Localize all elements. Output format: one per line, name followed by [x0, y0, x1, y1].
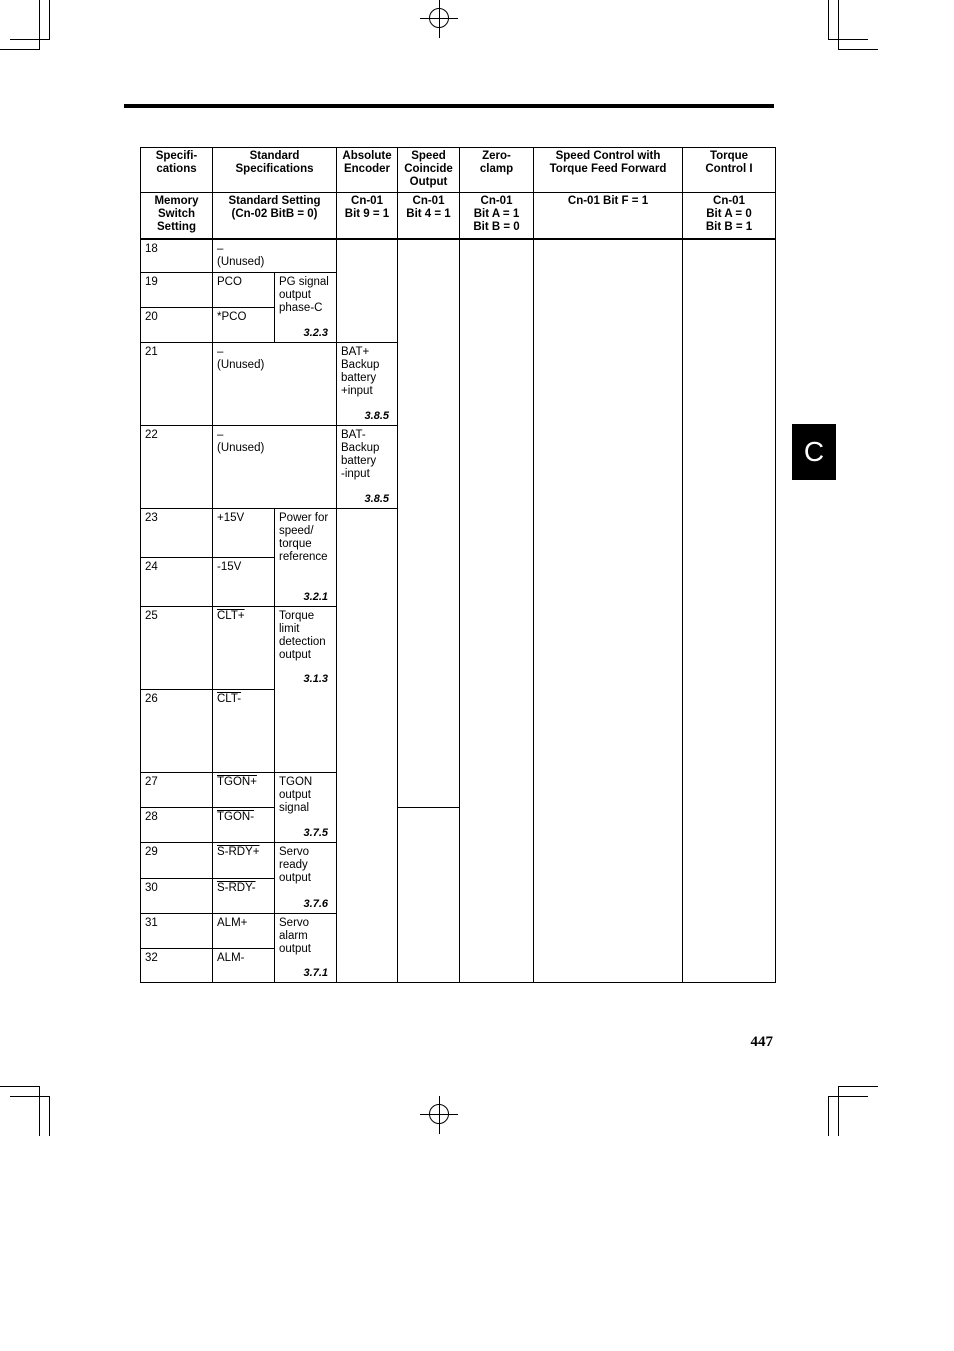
- signal-cell: -15V: [213, 557, 275, 606]
- crop-mark: [49, 0, 50, 40]
- header-rule: [124, 104, 774, 108]
- signal-cell: [213, 807, 275, 842]
- signal-cell: [213, 842, 275, 878]
- pin-number: 23: [141, 508, 213, 557]
- pin-number: 28: [141, 807, 213, 842]
- signal-cell: – (Unused): [213, 239, 337, 273]
- header-cell: Torque Control I: [683, 148, 776, 193]
- section-reference: 3.2.3: [303, 326, 328, 339]
- header-cell: Standard Specifications: [213, 148, 337, 193]
- header-cell: Specifi- cations: [141, 148, 213, 193]
- registration-line: [439, 1096, 440, 1134]
- setting-cell: Cn-01 Bit A = 0 Bit B = 1: [683, 193, 776, 239]
- pin-number: 19: [141, 272, 213, 307]
- setting-header-row: [141, 193, 776, 239]
- crop-mark: [0, 49, 40, 50]
- pin-number: 31: [141, 913, 213, 948]
- description-text: BAT- Backup battery -input: [341, 428, 380, 480]
- section-reference: 3.2.1: [303, 590, 328, 603]
- absolute-encoder-cell: [337, 425, 398, 508]
- description-text: Power for speed/ torque reference: [279, 511, 329, 563]
- description-text: BAT+ Backup battery +input: [341, 345, 380, 397]
- signal-name: CLT+: [217, 609, 245, 622]
- description-cell: [275, 508, 337, 606]
- description-text: Servo ready output: [279, 845, 311, 884]
- signal-cell: – (Unused): [213, 425, 337, 508]
- crop-mark: [828, 39, 868, 40]
- pin-number: 29: [141, 842, 213, 878]
- pin-number: 18: [141, 239, 213, 273]
- setting-cell: Memory Switch Setting: [141, 193, 213, 239]
- setting-cell: Cn-01 Bit 4 = 1: [398, 193, 460, 239]
- signal-cell: [213, 606, 275, 689]
- description-text: Servo alarm output: [279, 916, 311, 955]
- pin-number: 20: [141, 307, 213, 342]
- header-cell: Absolute Encoder: [337, 148, 398, 193]
- description-text: PG signal output phase-C: [279, 275, 329, 314]
- setting-cell: Cn-01 Bit F = 1: [534, 193, 683, 239]
- crop-mark: [838, 0, 839, 50]
- registration-line: [439, 0, 440, 38]
- absolute-encoder-cell: [337, 239, 398, 343]
- crop-mark: [828, 1096, 868, 1097]
- crop-mark: [0, 1086, 40, 1087]
- crop-mark: [828, 1096, 829, 1136]
- section-tab: C: [792, 424, 836, 480]
- section-reference: 3.7.6: [303, 897, 328, 910]
- signal-name: S-RDY-: [217, 881, 256, 894]
- connector-spec-table: [140, 147, 776, 983]
- description-cell: [275, 842, 337, 913]
- pin-number: 24: [141, 557, 213, 606]
- signal-cell: [213, 878, 275, 913]
- pin-number: 32: [141, 948, 213, 982]
- crop-mark: [49, 1096, 50, 1136]
- crop-mark: [838, 1086, 839, 1136]
- section-reference: 3.8.5: [364, 409, 389, 422]
- setting-cell: Cn-01 Bit A = 1 Bit B = 0: [460, 193, 534, 239]
- signal-name: TGON-: [217, 810, 255, 823]
- zero-clamp-cell: [460, 239, 534, 983]
- absolute-encoder-cell: [337, 342, 398, 425]
- description-cell: [275, 606, 337, 772]
- signal-name: S-RDY+: [217, 845, 260, 858]
- table-header-row: [141, 148, 776, 193]
- table-row: [141, 239, 776, 273]
- speed-control-ff-cell: [534, 239, 683, 983]
- pin-number: 21: [141, 342, 213, 425]
- torque-control-cell: [683, 239, 776, 983]
- crop-mark: [39, 0, 40, 50]
- description-cell: [275, 772, 337, 842]
- header-cell: Speed Coincide Output: [398, 148, 460, 193]
- section-reference: 3.1.3: [303, 672, 328, 685]
- description-cell: [275, 272, 337, 342]
- signal-cell: +15V: [213, 508, 275, 557]
- crop-mark: [838, 49, 878, 50]
- signal-cell: ALM-: [213, 948, 275, 982]
- crop-mark: [10, 1096, 50, 1097]
- crop-mark: [838, 1086, 878, 1087]
- signal-cell: [213, 772, 275, 807]
- crop-mark: [10, 39, 50, 40]
- description-cell: [275, 913, 337, 982]
- section-reference: 3.7.5: [303, 826, 328, 839]
- speed-coincide-cell: [398, 239, 460, 808]
- pin-number: 27: [141, 772, 213, 807]
- setting-cell: Cn-01 Bit 9 = 1: [337, 193, 398, 239]
- signal-cell: PCO: [213, 272, 275, 307]
- crop-mark: [39, 1086, 40, 1136]
- absolute-encoder-cell: [337, 508, 398, 982]
- header-cell: Speed Control with Torque Feed Forward: [534, 148, 683, 193]
- signal-cell: ALM+: [213, 913, 275, 948]
- pin-number: 22: [141, 425, 213, 508]
- signal-cell: [213, 689, 275, 772]
- signal-cell: – (Unused): [213, 342, 337, 425]
- signal-name: TGON+: [217, 775, 257, 788]
- header-cell: Zero- clamp: [460, 148, 534, 193]
- page-number: 447: [750, 1034, 773, 1050]
- section-reference: 3.8.5: [364, 492, 389, 505]
- signal-cell: *PCO: [213, 307, 275, 342]
- pin-number: 30: [141, 878, 213, 913]
- description-text: TGON output signal: [279, 775, 313, 814]
- section-reference: 3.7.1: [303, 966, 328, 979]
- pin-number: 25: [141, 606, 213, 689]
- pin-number: 26: [141, 689, 213, 772]
- description-text: Torque limit detection output: [279, 609, 326, 661]
- signal-name: CLT-: [217, 692, 242, 705]
- crop-mark: [828, 0, 829, 40]
- setting-cell: Standard Setting (Cn-02 BitB = 0): [213, 193, 337, 239]
